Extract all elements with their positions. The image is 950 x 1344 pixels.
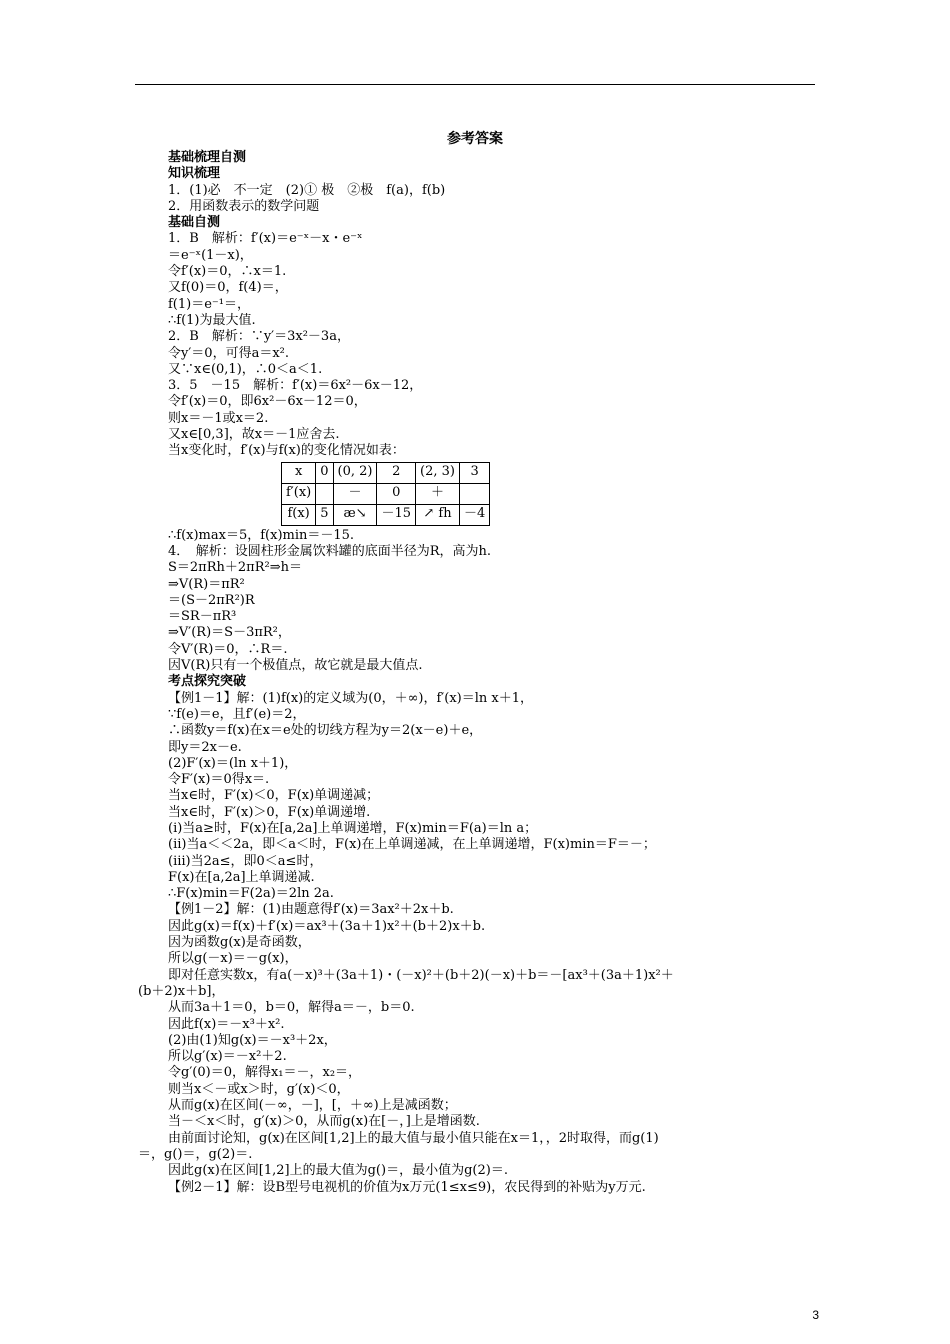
- text-line: 【例2－1】解：设B型号电视机的价值为x万元(1≤x≤9)，农民得到的补贴为y万元.: [168, 1179, 646, 1195]
- text-line: 所以g(－x)＝－g(x)，: [168, 951, 298, 967]
- text-line: 当－＜x＜时，g′(x)＞0，从而g(x)在[－，]上是增函数.: [168, 1114, 480, 1130]
- section-heading: 基础梳理自测: [168, 150, 247, 165]
- table-cell: (2, 3): [416, 462, 460, 483]
- text-line: 3．5 －15 解析：f′(x)＝6x²－6x－12，: [168, 378, 423, 394]
- section-heading: 知识梳理: [168, 166, 221, 182]
- text-line: 4． 解析：设圆柱形金属饮料罐的底面半径为R，高为h.: [168, 543, 492, 559]
- text-line: ⇒V(R)＝πR²: [168, 576, 245, 592]
- text-line: 则x＝－1或x＝2.: [168, 410, 269, 426]
- section-heading: 考点探究突破: [168, 674, 247, 690]
- page-number: 3: [812, 1308, 819, 1322]
- table-row: [282, 462, 490, 483]
- text-line: 因V(R)只有一个极值点，故它就是最大值点.: [168, 658, 423, 674]
- text-line: ∴函数y＝f(x)在x＝e处的切线方程为y＝2(x－e)＋e，: [168, 723, 483, 739]
- table-row: [282, 504, 490, 525]
- text-line: F(x)在[a,2a]上单调递减.: [168, 869, 315, 885]
- text-line: 令g′(0)＝0，解得x₁＝－，x₂＝，: [168, 1065, 362, 1081]
- text-line: 因为函数g(x)是奇函数，: [168, 935, 311, 951]
- table-cell: f(x): [282, 504, 316, 525]
- text-line: ∵f(e)＝e，且f′(e)＝2，: [168, 706, 306, 722]
- table-cell: f′(x): [282, 483, 316, 504]
- text-line: 因此g(x)在区间[1,2]上的最大值为g()＝，最小值为g(2)＝.: [168, 1163, 508, 1179]
- text-line: 因此f(x)＝－x³＋x².: [168, 1016, 285, 1032]
- table-cell: x: [282, 462, 316, 483]
- text-line: ＝(S－2πR²)R: [168, 592, 255, 608]
- answer-content: [138, 150, 828, 1196]
- text-line: 所以g′(x)＝－x²＋2.: [168, 1049, 287, 1065]
- table-cell: 2: [377, 462, 416, 483]
- table-cell: －15: [377, 504, 416, 525]
- text-line: 【例1－2】解：(1)由题意得f′(x)＝3ax²＋2x＋b.: [168, 902, 454, 918]
- text-line: 2．B 解析：∵y′＝3x²－3a，: [168, 329, 350, 345]
- text-line: f(1)＝e⁻¹＝，: [168, 296, 250, 312]
- table-cell: æ↘: [333, 504, 377, 525]
- text-line: ⇒V′(R)＝S－3πR²，: [168, 625, 291, 641]
- text-line: 即y＝2x－e.: [168, 739, 242, 755]
- header-rule: [135, 84, 815, 85]
- text-line: 当x∈时，F′(x)＞0，F(x)单调递增.: [168, 804, 371, 820]
- text-line: ∴f(1)为最大值.: [168, 312, 256, 328]
- table-cell: ↗ fh: [416, 504, 460, 525]
- text-line: 即对任意实数x，有a(－x)³＋(3a＋1)・(－x)²＋(b＋2)(－x)＋b＝－[ax³＋(3a＋1)x²＋: [168, 967, 674, 983]
- text-line: ∴F(x)min＝F(2a)＝2ln 2a.: [168, 886, 334, 902]
- text-line: 因此g(x)＝f(x)＋f′(x)＝ax³＋(3a＋1)x²＋(b＋2)x＋b.: [168, 918, 486, 934]
- text-line: 从而g(x)在区间(－∞，－]，[，＋∞)上是减函数；: [168, 1098, 457, 1114]
- text-line: (ⅲ)当2a≤，即0＜a≤时，: [168, 853, 323, 869]
- text-line: 则当x＜－或x＞时，g′(x)＜0，: [168, 1081, 350, 1097]
- text-line: ＝SR－πR³: [168, 609, 237, 625]
- text-line: 2．用函数表示的数学问题: [168, 198, 320, 214]
- table-cell: 3: [459, 462, 489, 483]
- table-cell: (0, 2): [333, 462, 377, 483]
- text-line: 从而3a＋1＝0，b＝0，解得a＝－，b＝0.: [168, 1000, 415, 1016]
- text-line: (ⅰ)当a≥时，F(x)在[a,2a]上单调递增，F(x)min＝F(a)＝ln a；: [168, 820, 538, 836]
- text-line: 1．B 解析：f′(x)＝e⁻ˣ－x・e⁻ˣ: [168, 231, 363, 247]
- table-cell: 5: [316, 504, 333, 525]
- table-cell: [316, 483, 333, 504]
- table-cell: －: [333, 483, 377, 504]
- text-line: 令F′(x)＝0得x＝.: [168, 772, 270, 788]
- text-line: 由前面讨论知，g(x)在区间[1,2]上的最大值与最小值只能在x＝1，，2时取得，而g(1): [168, 1130, 659, 1146]
- text-line: S＝2πRh＋2πR²⇒h＝: [168, 560, 302, 576]
- text-line: (2)F′(x)＝(ln x＋1)，: [168, 755, 298, 771]
- table-row: [282, 483, 490, 504]
- text-line: 当x∈时，F′(x)＜0，F(x)单调递减；: [168, 788, 380, 804]
- variation-table: [281, 462, 490, 526]
- table-cell: －4: [459, 504, 489, 525]
- text-line: 令V′(R)＝0，∴R＝.: [168, 641, 288, 657]
- text-line: (b＋2)x＋b]，: [138, 983, 225, 999]
- text-line: 又x∈[0,3]，故x＝－1应舍去.: [168, 427, 340, 443]
- text-line: ∴f(x)max＝5，f(x)min＝－15.: [168, 527, 355, 543]
- table-cell: 0: [316, 462, 333, 483]
- text-line: ＝e⁻ˣ(1－x)，: [168, 247, 253, 263]
- table-cell: [459, 483, 489, 504]
- text-line: 【例1－1】解：(1)f(x)的定义域为(0，＋∞)，f′(x)＝ln x＋1，: [168, 690, 533, 706]
- section-heading: 基础自测: [168, 215, 221, 231]
- text-line: 令f′(x)＝0，∴x＝1.: [168, 264, 287, 280]
- text-line: (2)由(1)知g(x)＝－x³＋2x，: [168, 1032, 337, 1048]
- table-cell: 0: [377, 483, 416, 504]
- text-line: 又∵x∈(0,1)，∴0＜a＜1.: [168, 361, 323, 377]
- text-line: 当x变化时，f′(x)与f(x)的变化情况如表：: [168, 443, 405, 459]
- text-line: 令f′(x)＝0，即6x²－6x－12＝0，: [168, 394, 367, 410]
- text-line: 1．(1)必 不一定 (2)① 极 ②极 f(a)，f(b): [168, 182, 446, 198]
- text-line: 又f(0)＝0，f(4)＝，: [168, 280, 288, 296]
- table-cell: ＋: [416, 483, 460, 504]
- text-line: ＝，g()＝，g(2)＝.: [138, 1146, 253, 1162]
- text-line: (ⅱ)当a＜＜2a，即＜a＜时，F(x)在上单调递减，在上单调递增，F(x)min＝F＝－；: [168, 837, 656, 853]
- text-line: 令y′＝0，可得a＝x².: [168, 345, 289, 361]
- page-title: 参考答案: [447, 131, 503, 147]
